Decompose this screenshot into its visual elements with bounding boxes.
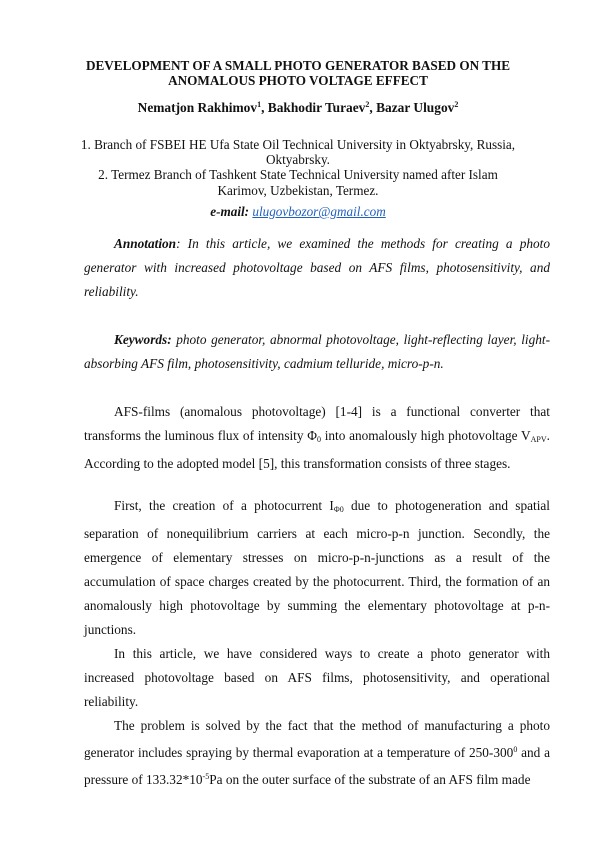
paragraph-text: and a pressure of 133.32*10 [84, 745, 551, 787]
paragraph-text: . According to the adopted model [5], this transformation consists of three stages. [84, 428, 550, 471]
affiliation-2: 2. Termez Branch of Tashkent State Technical University named after Islam Karimov, Uzbekistan, Termez. [98, 167, 498, 198]
author-affil-mark: 2 [454, 100, 459, 109]
paragraph-text: In this article, we have considered ways to create a photo generator with increased photovoltage based on AFS films, photosensitivity, and operational reliability. [84, 646, 550, 709]
superscript: 0 [513, 745, 518, 754]
title-line-2: ANOMALOUS PHOTO VOLTAGE EFFECT [168, 73, 428, 88]
affiliation-1: 1. Branch of FSBEI HE Ufa State Oil Technical University in Oktyabrsky, Russia, Oktyabrsky. [80, 137, 516, 168]
paragraph-text: due to photogeneration and spatial separation of nonequilibrium carriers at each micro-p-n junction. Secondly, the emergence of elementary stresses on micro-p-n-junctions as a result of the accumulation of space charges created by the photocurrent. Third, the formation of an anomalously high photovoltage by summing the elementary photovoltage at p-n-junctions. [84, 498, 550, 637]
annotation-paragraph [84, 232, 550, 304]
body-paragraph-3 [84, 642, 550, 714]
email-label: e-mail: [210, 204, 250, 219]
subscript: 0 [316, 435, 321, 444]
author-affil-mark: 2 [365, 100, 370, 109]
paragraph-text: into anomalously high photovoltage V [320, 428, 531, 443]
author-affil-mark: 1 [257, 100, 262, 109]
paragraph-text: AFS-films (anomalous photovoltage) [1-4] is a functional converter that transforms the luminous flux of intensity Φ [84, 404, 550, 443]
paragraph-text: First, the creation of a photocurrent I [114, 498, 334, 513]
subscript: APV [530, 435, 547, 444]
paper-title [60, 58, 536, 88]
contact-email-line [80, 204, 516, 220]
author-list: Nematjon Rakhimov$^1$, Bakhodir Turaev$^2$, Bazar Ulugov$^2$ [137, 100, 459, 115]
subscript: Φ0 [333, 505, 344, 514]
author-name: Nematjon Rakhimov [137, 100, 258, 115]
body-paragraph-1 [84, 400, 550, 476]
author-name: Bazar Ulugov [376, 100, 455, 115]
author-name: Bakhodir Turaev [267, 100, 366, 115]
title-line-1: DEVELOPMENT OF A SMALL PHOTO GENERATOR BASED ON THE [85, 58, 511, 73]
superscript: -5 [202, 772, 210, 781]
email-link[interactable]: ulugovbozor@gmail.com [252, 204, 386, 219]
affiliations [80, 137, 516, 198]
annotation-text: : In this article, we examined the methods for creating a photo generator with increased photovoltage based on AFS films, photosensitivity, and reliability. [84, 236, 550, 299]
keywords-label: Keywords: [114, 332, 172, 347]
paragraph-text: The problem is solved by the fact that the method of manufacturing a photo generator includes spraying by thermal evaporation at a temperature of 250-300 [84, 718, 550, 760]
body-paragraph-2 [84, 494, 550, 642]
body-paragraph-4 [84, 714, 550, 792]
keywords-text: photo generator, abnormal photovoltage, light-reflecting layer, light-absorbing AFS film, photosensitivity, cadmium telluride, micro-p-n. [84, 332, 550, 371]
annotation-label: Annotation [114, 236, 177, 251]
paragraph-text: Pa on the outer surface of the substrate of an AFS film made [209, 772, 531, 787]
keywords-paragraph [84, 328, 550, 376]
